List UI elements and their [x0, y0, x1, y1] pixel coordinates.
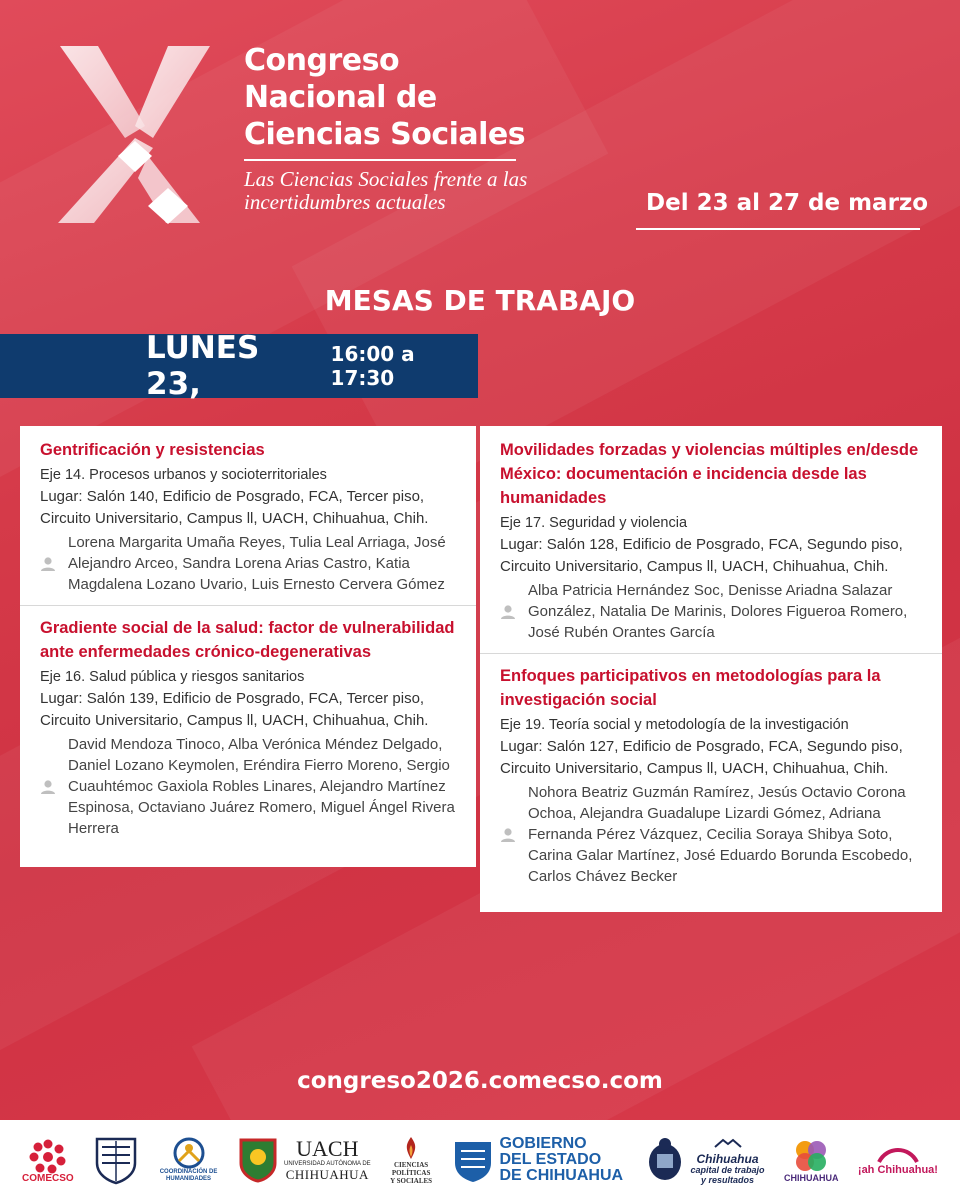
right-sessions-card	[480, 426, 942, 912]
day-time: 16:00 a 17:30	[330, 342, 415, 390]
municipio-logo	[643, 1135, 765, 1185]
uach-logo	[238, 1137, 371, 1183]
sponsor-logos-bar	[0, 1120, 960, 1200]
session-card	[480, 426, 942, 653]
person-icon	[500, 604, 526, 620]
cpys-line-2: POLÍTICAS	[391, 1169, 431, 1177]
title-line-3: Ciencias Sociales	[244, 117, 526, 152]
session-title: Gentrificación y resistencias	[40, 441, 265, 459]
section-title: MESAS DE TRABAJO	[324, 284, 636, 317]
session-place: Lugar: Salón 127, Edificio de Posgrado, FCA, Segundo piso, Circuito Universitario, Campus ll, UACH, Chihuahua, Chih.	[500, 738, 903, 777]
person-icon	[500, 827, 526, 843]
dates-underline	[636, 228, 920, 230]
comecso-label: COMECSO	[22, 1172, 74, 1184]
session-title: Gradiente social de la salud: factor de vulnerabilidad ante enfermedades crónico-degenerativas	[40, 619, 455, 661]
mountain-mark-icon	[713, 1138, 743, 1148]
session-place: Lugar: Salón 139, Edificio de Posgrado, FCA, Tercer piso, Circuito Universitario, Campus ll, UACH, Chihuahua, Chih.	[40, 690, 429, 729]
subtitle-line-1: Las Ciencias Sociales frente a las	[244, 167, 528, 191]
uach-city: CHIHUAHUA	[285, 1167, 369, 1182]
gob-line-1: GOBIERNO	[499, 1135, 587, 1152]
congress-x-logo	[50, 38, 220, 233]
participant-names: Alba Patricia Hernández Soc, Denisse Ariadna Salazar González, Natalia De Marinis, Dolores Figueroa Romero, José Rubén Orantes García	[528, 582, 908, 641]
session-axis: Eje 16. Salud pública y riesgos sanitarios	[40, 669, 305, 685]
city-crest-icon	[643, 1136, 687, 1184]
congress-title	[244, 42, 527, 214]
flame-icon	[400, 1135, 422, 1161]
session-card	[480, 653, 942, 897]
website-url[interactable]: congreso2026.comecso.com	[297, 1068, 663, 1094]
comecso-emblem-icon	[28, 1138, 68, 1174]
capital-line-2: capital de trabajo	[690, 1165, 765, 1175]
day-name: LUNES 23,	[146, 330, 260, 402]
gobierno-chihuahua-logo	[452, 1136, 624, 1184]
ah-label: ¡ah Chihuahua!	[857, 1164, 938, 1176]
capital-line-1: Chihuahua	[696, 1152, 759, 1166]
buro-label: CHIHUAHUA	[783, 1172, 839, 1183]
state-shield-icon	[452, 1137, 494, 1183]
humanidades-label: COORDINACIÓN DE HUMANIDADES	[159, 1169, 218, 1182]
session-participants	[500, 782, 924, 887]
session-card	[20, 605, 476, 849]
session-card	[20, 426, 476, 605]
arc-mark-icon	[873, 1144, 923, 1164]
session-title: Movilidades forzadas y violencias múltiples en/desde México: documentación e incidencia desde las humanidades	[500, 441, 919, 507]
session-place: Lugar: Salón 128, Edificio de Posgrado, FCA, Segundo piso, Circuito Universitario, Campus ll, UACH, Chihuahua, Chih.	[500, 536, 903, 575]
comecso-logo	[22, 1138, 74, 1183]
humanidades-emblem-icon	[169, 1137, 209, 1169]
ah-chihuahua-logo	[858, 1144, 938, 1176]
cpys-logo	[390, 1135, 432, 1185]
session-place: Lugar: Salón 140, Edificio de Posgrado, FCA, Tercer piso, Circuito Universitario, Campus ll, UACH, Chihuahua, Chih.	[40, 488, 429, 527]
participant-names: David Mendoza Tinoco, Alba Verónica Méndez Delgado, Daniel Lozano Keymolen, Eréndira Fierro Moreno, Sergio Cuauhtémoc Gaxiola Robles Linares, Alejandro Martínez Espinosa, Octaviano Juárez Romero, Miguel Ángel Rivera Herrera	[68, 736, 455, 837]
session-axis: Eje 17. Seguridad y violencia	[500, 515, 688, 531]
title-divider	[244, 159, 516, 161]
person-icon	[40, 556, 66, 572]
day-banner	[0, 330, 478, 402]
left-sessions-card	[20, 426, 476, 867]
cpys-line-1: CIENCIAS	[393, 1161, 429, 1169]
uach-name: UACH	[296, 1136, 359, 1161]
session-title: Enfoques participativos en metodologías para la investigación social	[500, 667, 881, 709]
subtitle-line-2: incertidumbres actuales	[244, 190, 446, 214]
session-axis: Eje 19. Teoría social y metodología de la investigación	[500, 717, 849, 733]
event-dates: Del 23 al 27 de marzo	[646, 190, 929, 216]
unam-logo	[93, 1135, 139, 1185]
gob-line-3: DE CHIHUAHUA	[499, 1167, 624, 1184]
title-line-1: Congreso	[244, 43, 400, 78]
cpys-line-3: Y SOCIALES	[390, 1177, 433, 1185]
capital-line-3: y resultados	[701, 1175, 755, 1185]
participant-names: Lorena Margarita Umaña Reyes, Tulia Leal Arriaga, José Alejandro Arceo, Sandra Lorena Arias Castro, Katia Magdalena Lozano Uvario, Luis Ernesto Cervera Gómez	[68, 534, 446, 593]
title-line-2: Nacional de	[244, 80, 437, 115]
person-icon	[40, 779, 66, 795]
uach-shield-icon	[238, 1137, 278, 1183]
uach-sub: UNIVERSIDAD AUTÓNOMA DE	[283, 1161, 371, 1167]
buro-convenciones-logo	[784, 1138, 839, 1183]
session-participants	[500, 580, 924, 643]
session-participants	[40, 734, 458, 839]
participant-names: Nohora Beatriz Guzmán Ramírez, Jesús Octavio Corona Ochoa, Alejandra Guadalupe Lizardi Gómez, Adriana Fernanda Pérez Vázquez, Cecilia Soraya Shibya Soto, Carina Galar Martínez, José Eduardo Borunda Escobedo, Carlos Chávez Becker	[528, 784, 913, 885]
session-axis: Eje 14. Procesos urbanos y socioterritoriales	[40, 467, 327, 483]
gob-line-2: DEL ESTADO	[499, 1151, 602, 1168]
humanidades-logo	[159, 1137, 219, 1183]
colorful-emblem-icon	[791, 1138, 831, 1174]
header	[0, 0, 960, 290]
unam-shield-icon	[93, 1135, 139, 1185]
session-participants	[40, 532, 458, 595]
